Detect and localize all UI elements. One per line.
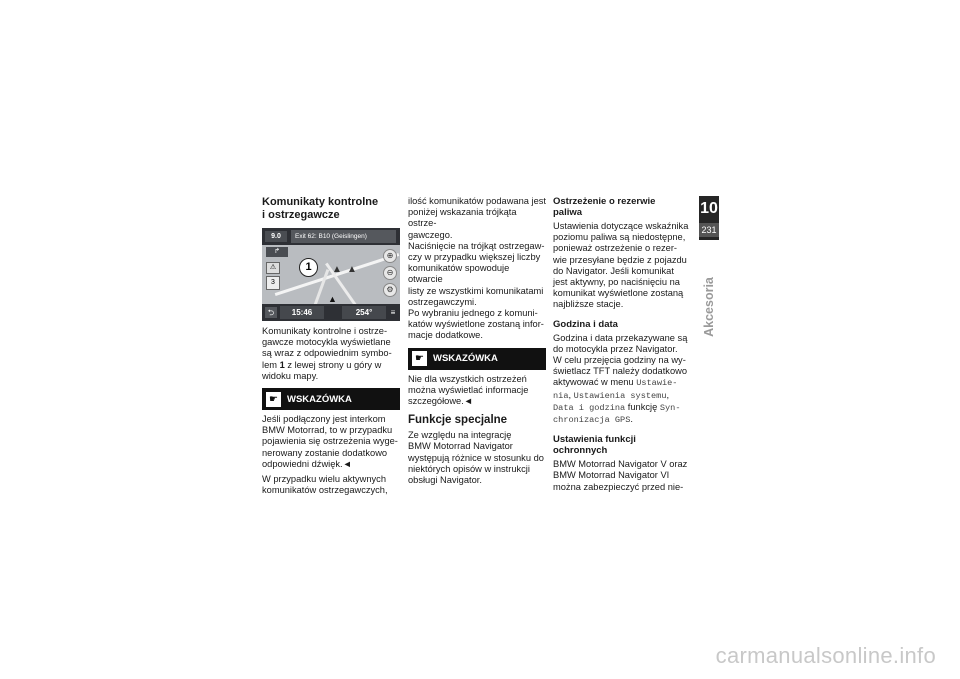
paragraph: Naciśnięcie na trójkąt ostrzegaw- czy w przypadku większej liczby komunikatów spowoduje otwarcie listy ze wszystkimi komunikatami ostrzegawczymi. [408,240,545,307]
chapter-number: 10 [700,200,718,217]
section-heading-special: Funkcje specjalne [408,414,508,427]
zoom-in-icon: ⊕ [383,249,397,263]
column-1 [262,196,400,500]
nav-exit-label: Exit 62: B10 (Geislingen) [291,230,396,243]
menu-path: chronizacja GPS [553,415,631,426]
hand-pointer-icon: ☛ [412,351,427,366]
note-banner [262,388,400,410]
column-2 [408,196,546,490]
paragraph: Po wybraniu jednego z komuni- katów wyświetlone zostaną infor- macje dodatkowe. [408,308,544,341]
paragraph: BMW Motorrad Navigator V oraz BMW Motorrad Navigator VI można zabezpieczyć przed nie- [553,459,688,492]
turn-arrow-icon: ↱ [266,247,288,257]
callout-marker: 1 [299,258,318,277]
menu-path: Syn- [659,402,681,413]
paragraph: Ze względu na integrację BMW Motorrad Navigator występują różnice w stosunku do niektórych opisów w instrukcji obsługi Navigator. [408,430,544,486]
note-text: Nie dla wszystkich ostrzeżeń można wyświetlać informacje szczegółowe.◄ [408,373,529,407]
hand-pointer-icon: ☛ [266,392,281,407]
menu-path: Data i godzina [553,402,626,413]
note-label: WSKAZÓWKA [433,353,498,365]
menu-path: Ustawienia systemu [573,390,667,401]
menu-path: nia [553,390,569,401]
map-warning-icon: ▲ [332,264,342,275]
callout-ref: 1 [279,359,285,370]
chapter-side-label: Akcesoria [702,277,717,337]
section-heading-fuel: Ostrzeżenie o rezerwie paliwa [553,196,656,218]
menu-path: Ustawie- [636,378,678,389]
note-label: WSKAZÓWKA [287,393,352,405]
navigator-screenshot [262,228,400,321]
paragraph: W przypadku wielu aktywnych komunikatów ostrzegawczych, [262,474,388,496]
paragraph: Komunikaty kontrolne i ostrze- gawcze motocykla wyświetlane są wraz z odpowiednim symbo- lem 1 z lewej strony u góry w widoku mapy. [262,326,392,381]
note-banner [408,348,546,370]
warning-triangle-icon: ⚠ [266,262,280,274]
map-warning-icon: ▲ [347,264,357,275]
watermark: carmanualsonline.info [715,643,936,668]
map-side-controls [383,249,397,299]
paragraph: Ustawienia dotyczące wskaźnika poziomu paliwa są niedostępne, ponieważ ostrzeżenie o rezer- wie przesyłane będzie z pojazdu do Navigator. Jeśli komunikat jest aktywny, po naciśnięciu na komunikat wyświetlone zostaną najbliższe stacje. [553,221,689,310]
nav-heading: 254° [342,306,386,319]
column-3 [553,196,691,497]
warning-count-badge: 3 [266,276,280,290]
nav-speed-box: 9.0 [265,231,287,242]
vehicle-position-icon: ▲ [328,294,337,304]
chapter-tab [699,196,719,240]
note-text: Jeśli podłączony jest interkom BMW Motorrad, to w przypadku pojawienia się ostrzeżenia wyge- nerowany zostanie dodatkowo odpowiedni dźwięk.◄ [262,414,398,469]
zoom-out-icon: ⊖ [383,266,397,280]
paragraph: ilość komunikatów podawana jest poniżej wskazania trójkąta ostrze- gawczego. [408,196,546,240]
nav-time: 15:46 [280,306,324,319]
page-number: 231 [699,223,719,237]
paragraph: Godzina i data przekazywane są do motocykla przez Navigator. W celu przejęcia godziny na wy- świetlacz TFT należy dodatkowo aktywować w menu Ustawie- nia, Ustawienia systemu, Data i godzina funkcję Syn- chronizacja GPS. [553,332,688,426]
back-arrow-icon: ⮌ [265,307,277,318]
section-heading-protection: Ustawienia funkcji ochronnych [553,434,636,457]
section-heading-warnings: Komunikaty kontrolne i ostrzegawcze [262,196,379,221]
settings-icon: ⚙ [383,283,397,297]
menu-icon: ≡ [390,308,396,317]
section-heading-time: Godzina i data [553,318,618,330]
